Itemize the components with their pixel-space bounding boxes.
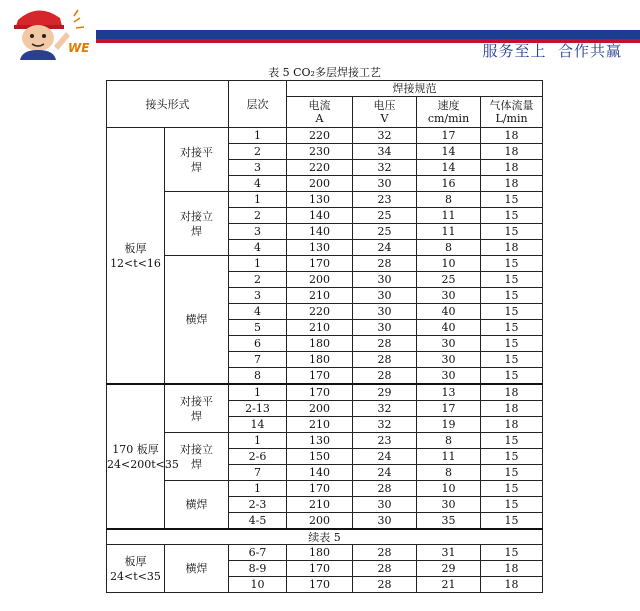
voltage-cell: 28 (353, 545, 417, 561)
speed-cell: 30 (417, 497, 481, 513)
gas-flow-cell: 15 (481, 336, 543, 352)
current-cell: 230 (287, 144, 353, 160)
position-cell (165, 384, 229, 433)
table-row (107, 481, 543, 497)
current-cell: 170 (287, 256, 353, 272)
table-row (107, 128, 543, 144)
table-row (107, 384, 543, 401)
gas-flow-cell: 15 (481, 465, 543, 481)
voltage-cell: 30 (353, 288, 417, 304)
current-cell: 210 (287, 320, 353, 336)
current-cell: 170 (287, 384, 353, 401)
position-cell (165, 128, 229, 192)
layer-cell: 4 (229, 240, 287, 256)
speed-cell: 29 (417, 561, 481, 577)
gas-flow-header (481, 97, 543, 128)
position-cell (165, 192, 229, 256)
layer-cell: 2 (229, 144, 287, 160)
gas-flow-cell: 18 (481, 401, 543, 417)
gas-flow-cell: 18 (481, 128, 543, 144)
gas-flow-cell: 15 (481, 272, 543, 288)
gas-flow-cell: 15 (481, 497, 543, 513)
current-cell: 170 (287, 577, 353, 593)
gas-flow-cell: 15 (481, 513, 543, 530)
speed-cell: 30 (417, 368, 481, 385)
voltage-cell: 25 (353, 208, 417, 224)
thickness-label: 170 板厚 (112, 442, 159, 456)
speed-header-label: 速度 (437, 99, 460, 112)
position-label-line1: 对接立 (180, 209, 213, 223)
current-cell: 170 (287, 481, 353, 497)
position-label-line1: 对接平 (180, 394, 213, 408)
voltage-cell: 28 (353, 561, 417, 577)
layer-cell: 7 (229, 352, 287, 368)
speed-cell: 10 (417, 481, 481, 497)
layer-cell: 1 (229, 433, 287, 449)
position-label-line2: 焊 (191, 457, 202, 471)
layer-cell: 4 (229, 304, 287, 320)
gas-flow-cell: 15 (481, 224, 543, 240)
layer-cell: 1 (229, 128, 287, 144)
voltage-cell: 28 (353, 368, 417, 385)
voltage-cell: 32 (353, 417, 417, 433)
speed-cell: 30 (417, 352, 481, 368)
gas-flow-cell: 15 (481, 481, 543, 497)
thickness-range: 24<t<35 (110, 569, 161, 583)
layer-cell: 3 (229, 160, 287, 176)
layer-cell: 4 (229, 176, 287, 192)
voltage-cell: 28 (353, 256, 417, 272)
layer-cell: 8 (229, 368, 287, 385)
speed-cell: 11 (417, 224, 481, 240)
layer-cell: 7 (229, 465, 287, 481)
gas-flow-cell: 18 (481, 577, 543, 593)
gas-flow-cell: 15 (481, 320, 543, 336)
speed-cell: 14 (417, 160, 481, 176)
voltage-cell: 30 (353, 272, 417, 288)
voltage-cell: 30 (353, 176, 417, 192)
thickness-range: 12<t<16 (110, 256, 161, 270)
layer-cell: 2 (229, 208, 287, 224)
layer-cell: 3 (229, 224, 287, 240)
speed-cell: 17 (417, 128, 481, 144)
speed-cell: 8 (417, 433, 481, 449)
slogan-text: 服务至上 合作共赢 (482, 42, 622, 60)
voltage-cell: 24 (353, 465, 417, 481)
current-cell: 130 (287, 192, 353, 208)
current-cell: 200 (287, 401, 353, 417)
gas-flow-header-label: 气体流量 (489, 99, 534, 112)
gas-flow-cell: 18 (481, 160, 543, 176)
current-cell: 200 (287, 176, 353, 192)
current-header (287, 97, 353, 128)
layer-cell: 6-7 (229, 545, 287, 561)
position-label-line2: 焊 (191, 160, 202, 174)
voltage-cell: 24 (353, 449, 417, 465)
gas-flow-cell: 18 (481, 561, 543, 577)
header-blue-stripe (96, 30, 640, 39)
speed-cell: 8 (417, 192, 481, 208)
voltage-header (353, 97, 417, 128)
speed-cell: 11 (417, 208, 481, 224)
speed-header (417, 97, 481, 128)
speed-cell: 8 (417, 240, 481, 256)
thickness-label: 板厚 (124, 241, 147, 255)
gas-flow-cell: 15 (481, 256, 543, 272)
speed-cell: 19 (417, 417, 481, 433)
voltage-cell: 29 (353, 384, 417, 401)
joint-type-header: 接头形式 (107, 81, 229, 128)
position-cell: 横焊 (165, 256, 229, 385)
voltage-cell: 32 (353, 401, 417, 417)
speed-cell: 8 (417, 465, 481, 481)
welding-parameters-table (106, 64, 543, 593)
speed-cell: 30 (417, 336, 481, 352)
voltage-cell: 28 (353, 336, 417, 352)
layer-cell: 2-3 (229, 497, 287, 513)
speed-cell: 16 (417, 176, 481, 192)
gas-flow-cell: 15 (481, 304, 543, 320)
gas-flow-cell: 15 (481, 545, 543, 561)
voltage-cell: 23 (353, 192, 417, 208)
speed-cell: 35 (417, 513, 481, 530)
gas-flow-cell: 15 (481, 433, 543, 449)
layer-cell: 14 (229, 417, 287, 433)
speed-cell: 10 (417, 256, 481, 272)
voltage-header-unit: V (380, 112, 389, 125)
thickness-group-cell (107, 384, 179, 529)
current-cell: 220 (287, 304, 353, 320)
welding-spec-header: 焊接规范 (287, 81, 543, 97)
table-row (107, 192, 543, 208)
current-cell: 140 (287, 208, 353, 224)
current-cell: 180 (287, 336, 353, 352)
table-row (107, 433, 543, 449)
current-header-label: 电流 (308, 99, 331, 112)
gas-flow-cell: 18 (481, 417, 543, 433)
position-cell (165, 433, 229, 481)
voltage-cell: 23 (353, 433, 417, 449)
gas-flow-cell: 15 (481, 449, 543, 465)
header-banner (0, 0, 640, 62)
mascot-logo-icon (4, 2, 96, 60)
current-header-unit: A (315, 112, 324, 125)
speed-cell: 40 (417, 304, 481, 320)
gas-flow-cell: 15 (481, 352, 543, 368)
speed-cell: 14 (417, 144, 481, 160)
thickness-group-cell (107, 128, 165, 385)
gas-flow-cell: 18 (481, 176, 543, 192)
current-cell: 200 (287, 513, 353, 530)
thickness-label: 板厚 (124, 554, 147, 568)
voltage-cell: 28 (353, 352, 417, 368)
voltage-cell: 32 (353, 160, 417, 176)
layer-cell: 1 (229, 384, 287, 401)
thickness-range: 24<200t<35 (107, 457, 179, 471)
current-cell: 180 (287, 352, 353, 368)
table-title: 表 5 CO₂多层焊接工艺 (107, 64, 543, 81)
position-label-line1: 对接立 (180, 442, 213, 456)
position-label-line2: 焊 (191, 224, 202, 238)
layer-cell: 8-9 (229, 561, 287, 577)
gas-flow-cell: 15 (481, 192, 543, 208)
voltage-cell: 28 (353, 481, 417, 497)
voltage-cell: 30 (353, 304, 417, 320)
current-cell: 150 (287, 449, 353, 465)
speed-cell: 31 (417, 545, 481, 561)
table-row (107, 545, 543, 561)
speed-cell: 17 (417, 401, 481, 417)
layer-cell: 10 (229, 577, 287, 593)
layer-cell: 2-13 (229, 401, 287, 417)
voltage-header-label: 电压 (373, 99, 396, 112)
table-title-row (107, 64, 543, 81)
thickness-group-cell (107, 545, 165, 593)
current-cell: 210 (287, 497, 353, 513)
position-label-line2: 焊 (191, 409, 202, 423)
current-cell: 140 (287, 224, 353, 240)
gas-flow-cell: 18 (481, 240, 543, 256)
layer-cell: 2-6 (229, 449, 287, 465)
voltage-cell: 30 (353, 513, 417, 530)
current-cell: 210 (287, 288, 353, 304)
current-cell: 130 (287, 433, 353, 449)
speed-cell: 21 (417, 577, 481, 593)
current-cell: 170 (287, 561, 353, 577)
gas-flow-cell: 18 (481, 384, 543, 401)
continued-title-row (107, 529, 543, 545)
layer-cell: 2 (229, 272, 287, 288)
table-row (107, 256, 543, 272)
position-cell: 横焊 (165, 481, 229, 530)
current-cell: 140 (287, 465, 353, 481)
gas-flow-header-unit: L/min (495, 112, 528, 125)
gas-flow-cell: 18 (481, 144, 543, 160)
position-label-line1: 对接平 (180, 145, 213, 159)
voltage-cell: 25 (353, 224, 417, 240)
gas-flow-cell: 15 (481, 208, 543, 224)
current-cell: 200 (287, 272, 353, 288)
voltage-cell: 30 (353, 497, 417, 513)
position-cell: 横焊 (165, 545, 229, 593)
layer-cell: 6 (229, 336, 287, 352)
voltage-cell: 32 (353, 128, 417, 144)
voltage-cell: 30 (353, 320, 417, 336)
layer-header: 层次 (229, 81, 287, 128)
voltage-cell: 34 (353, 144, 417, 160)
speed-header-unit: cm/min (427, 112, 470, 125)
speed-cell: 11 (417, 449, 481, 465)
welding-table-container (106, 64, 542, 593)
current-cell: 210 (287, 417, 353, 433)
layer-cell: 1 (229, 256, 287, 272)
current-cell: 220 (287, 128, 353, 144)
layer-cell: 3 (229, 288, 287, 304)
svg-text:WE: WE (68, 41, 90, 55)
voltage-cell: 24 (353, 240, 417, 256)
speed-cell: 25 (417, 272, 481, 288)
layer-cell: 5 (229, 320, 287, 336)
speed-cell: 30 (417, 288, 481, 304)
speed-cell: 13 (417, 384, 481, 401)
continued-table-title: 续表 5 (107, 529, 543, 545)
gas-flow-cell: 15 (481, 368, 543, 385)
layer-cell: 1 (229, 481, 287, 497)
header-row (107, 81, 543, 97)
voltage-cell: 28 (353, 577, 417, 593)
layer-cell: 1 (229, 192, 287, 208)
current-cell: 130 (287, 240, 353, 256)
layer-cell: 4-5 (229, 513, 287, 530)
speed-cell: 40 (417, 320, 481, 336)
current-cell: 180 (287, 545, 353, 561)
current-cell: 170 (287, 368, 353, 385)
gas-flow-cell: 15 (481, 288, 543, 304)
current-cell: 220 (287, 160, 353, 176)
